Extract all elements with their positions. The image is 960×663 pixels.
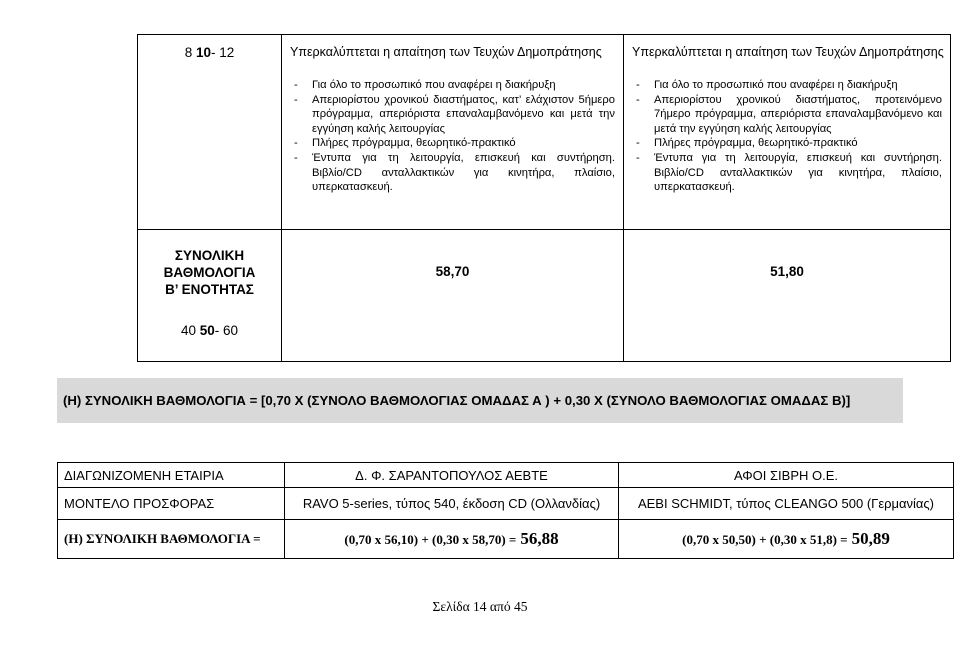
offer-b-cell <box>624 35 951 230</box>
total-title <box>138 247 281 298</box>
total-grade-range <box>138 323 281 338</box>
range-separator: - <box>211 45 216 60</box>
company-label: ΔΙΑΓΩΝΙΖΟΜΕΝΗ ΕΤΑΙΡΙΑ <box>58 463 285 488</box>
total-row <box>138 230 951 362</box>
range-low: 8 <box>184 45 193 60</box>
table-row <box>58 520 954 559</box>
final-score-b <box>619 520 954 559</box>
table-row <box>58 463 954 488</box>
total-range-high: 60 <box>223 323 239 338</box>
criterion-grade-range <box>138 35 282 230</box>
list-item: - Για όλο το προσωπικό που αναφέρει η διακήρυξη <box>282 78 623 93</box>
total-title-line1: ΣΥΝΟΛΙΚΗ ΒΑΘΜΟΛΟΓΙΑ <box>163 248 256 280</box>
range-mid: 10 <box>195 45 211 60</box>
total-formula-banner: (Η) ΣΥΝΟΛΙΚΗ ΒΑΘΜΟΛΟΓΙΑ = [0,70 Χ (ΣΥΝΟΛΟ ΒΑΘΜΟΛΟΓΙΑΣ ΟΜΑΔΑΣ Α ) + 0,30 Χ (ΣΥΝΟΛΟ ΒΑΘΜΟΛΟΓΙΑΣ ΟΜΑΔΑΣ Β)] <box>57 378 903 423</box>
final-score-label: (Η) ΣΥΝΟΛΙΚΗ ΒΑΘΜΟΛΟΓΙΑ = <box>58 520 285 559</box>
total-range-mid: 50 <box>199 323 215 338</box>
company-a: Δ. Φ. ΣΑΡΑΝΤΟΠΟΥΛΟΣ ΑΕΒΤΕ <box>285 463 619 488</box>
final-score-a <box>285 520 619 559</box>
list-item: - Απεριορίστου χρονικού διαστήματος, προτεινόμενο 7ήμερο πρόγραμμα, απεριόριστα επαναλαμβανόμενο και μετά την εγγύηση καλής λειτουργίας <box>624 93 950 137</box>
company-b: ΑΦΟΙ ΣΙΒΡΗ Ο.Ε. <box>619 463 954 488</box>
model-b: AEBI SCHMIDT, τύπος CLEANGO 500 (Γερμανίας) <box>619 488 954 520</box>
total-label-cell <box>138 230 282 362</box>
final-result-b: 50,89 <box>851 529 890 548</box>
list-item: - Πλήρες πρόγραμμα, θεωρητικό-πρακτικό <box>624 136 950 151</box>
offer-a-heading: Υπερκαλύπτεται η απαίτηση των Τευχών Δημοπράτησης <box>290 45 602 59</box>
offer-a-list <box>282 78 623 195</box>
evaluation-table <box>137 34 951 362</box>
page-number: Σελίδα 14 από 45 <box>432 599 528 614</box>
offer-a-cell <box>282 35 624 230</box>
list-item: - Έντυπα για τη λειτουργία, επισκευή και συντήρηση. Βιβλίο/CD ανταλλακτικών για κινητήρα, πλαίσιο, υπερκατασκευή. <box>624 151 950 195</box>
total-score-a: 58,70 <box>282 230 624 362</box>
summary-table <box>57 462 954 559</box>
table-row <box>58 488 954 520</box>
final-result-a: 56,88 <box>520 529 559 548</box>
list-item: - Απεριορίστου χρονικού διαστήματος, κατ’ ελάχιστον 5ήμερο πρόγραμμα, απεριόριστα επαναλαμβανόμενο και μετά την εγγύηση καλής λειτουργίας <box>282 93 623 137</box>
range-high: 12 <box>219 45 235 60</box>
final-formula-a: (0,70 x 56,10) + (0,30 x 58,70) = <box>344 532 517 547</box>
model-label: ΜΟΝΤΕΛΟ ΠΡΟΣΦΟΡΑΣ <box>58 488 285 520</box>
offer-b-heading: Υπερκαλύπτεται η απαίτηση των Τευχών Δημοπράτησης <box>632 45 944 59</box>
model-a: RAVO 5-series, τύπος 540, έκδοση CD (Ολλανδίας) <box>285 488 619 520</box>
list-item: - Έντυπα για τη λειτουργία, επισκευή και συντήρηση. Βιβλίο/CD ανταλλακτικών για κινητήρα, πλαίσιο, υπερκατασκευή. <box>282 151 623 195</box>
total-score-b: 51,80 <box>624 230 951 362</box>
criterion-row <box>138 35 951 230</box>
final-formula-b: (0,70 x 50,50) + (0,30 x 51,8) = <box>682 532 848 547</box>
total-range-separator: - <box>214 323 220 338</box>
total-title-line2: Β’ ΕΝΟΤΗΤΑΣ <box>165 282 254 297</box>
list-item: - Για όλο το προσωπικό που αναφέρει η διακήρυξη <box>624 78 950 93</box>
total-range-low: 40 <box>180 323 196 338</box>
list-item: - Πλήρες πρόγραμμα, θεωρητικό-πρακτικό <box>282 136 623 151</box>
offer-b-list <box>624 78 950 195</box>
